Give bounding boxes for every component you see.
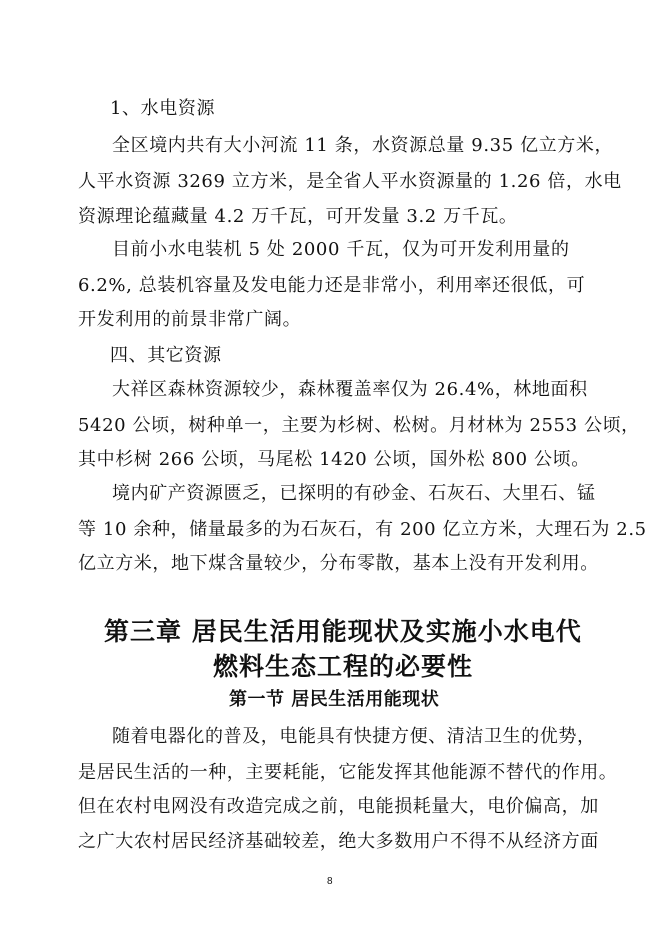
- paragraph-line: 5420 公顷，树种单一，主要为杉树、松树。月材林为 2553 公顷，: [78, 415, 640, 436]
- paragraph-line: 境内矿产资源匮乏，已探明的有砂金、石灰石、大里石、锰: [112, 483, 596, 504]
- section-title: 第一节 居民生活用能现状: [229, 689, 440, 710]
- subheading-hydropower: 1、水电资源: [110, 98, 216, 119]
- paragraph-line: 之广大农村居民经济基础较差，绝大多数用户不得不从经济方面: [78, 831, 599, 852]
- paragraph-line: 人平水资源 3269 立方米，是全省人平水资源量的 1.26 倍，水电: [78, 171, 622, 192]
- paragraph-line: 全区境内共有大小河流 11 条，水资源总量 9.35 亿立方米，: [112, 135, 614, 156]
- chapter-title-line-1: 第三章 居民生活用能现状及实施小水电代: [104, 617, 582, 646]
- page-number: 8: [327, 876, 333, 887]
- paragraph-line: 6.2%, 总装机容量及发电能力还是非常小，利用率还很低，可: [78, 275, 586, 296]
- paragraph-line: 随着电器化的普及，电能具有快捷方便、清洁卫生的优势，: [112, 726, 596, 747]
- paragraph-line: 亿立方米，地下煤含量较少，分布零散，基本上没有开发利用。: [78, 553, 599, 574]
- subheading-other-resources: 四、其它资源: [110, 345, 222, 366]
- paragraph-line: 开发利用的前景非常广阔。: [78, 309, 302, 330]
- paragraph-line: 是居民生活的一种，主要耗能，它能发挥其他能源不替代的作用。: [78, 762, 618, 783]
- paragraph-line: 目前小水电装机 5 处 2000 千瓦，仅为可开发利用量的: [112, 239, 570, 260]
- chapter-title-line-2: 燃料生态工程的必要性: [213, 652, 474, 681]
- paragraph-line: 其中杉树 266 公顷，马尾松 1420 公顷，国外松 800 公顷。: [78, 449, 590, 470]
- paragraph-line: 但在农村电网没有改造完成之前，电能损耗量大，电价偏高，加: [78, 796, 599, 817]
- paragraph-line: 资源理论蕴藏量 4.2 万千瓦，可开发量 3.2 万千瓦。: [78, 206, 518, 227]
- paragraph-line: 等 10 余种，储量最多的为石灰石，有 200 亿立方米，大理石为 2.5: [78, 519, 647, 540]
- paragraph-line: 大祥区森林资源较少，森林覆盖率仅为 26.4%，林地面积: [112, 379, 588, 400]
